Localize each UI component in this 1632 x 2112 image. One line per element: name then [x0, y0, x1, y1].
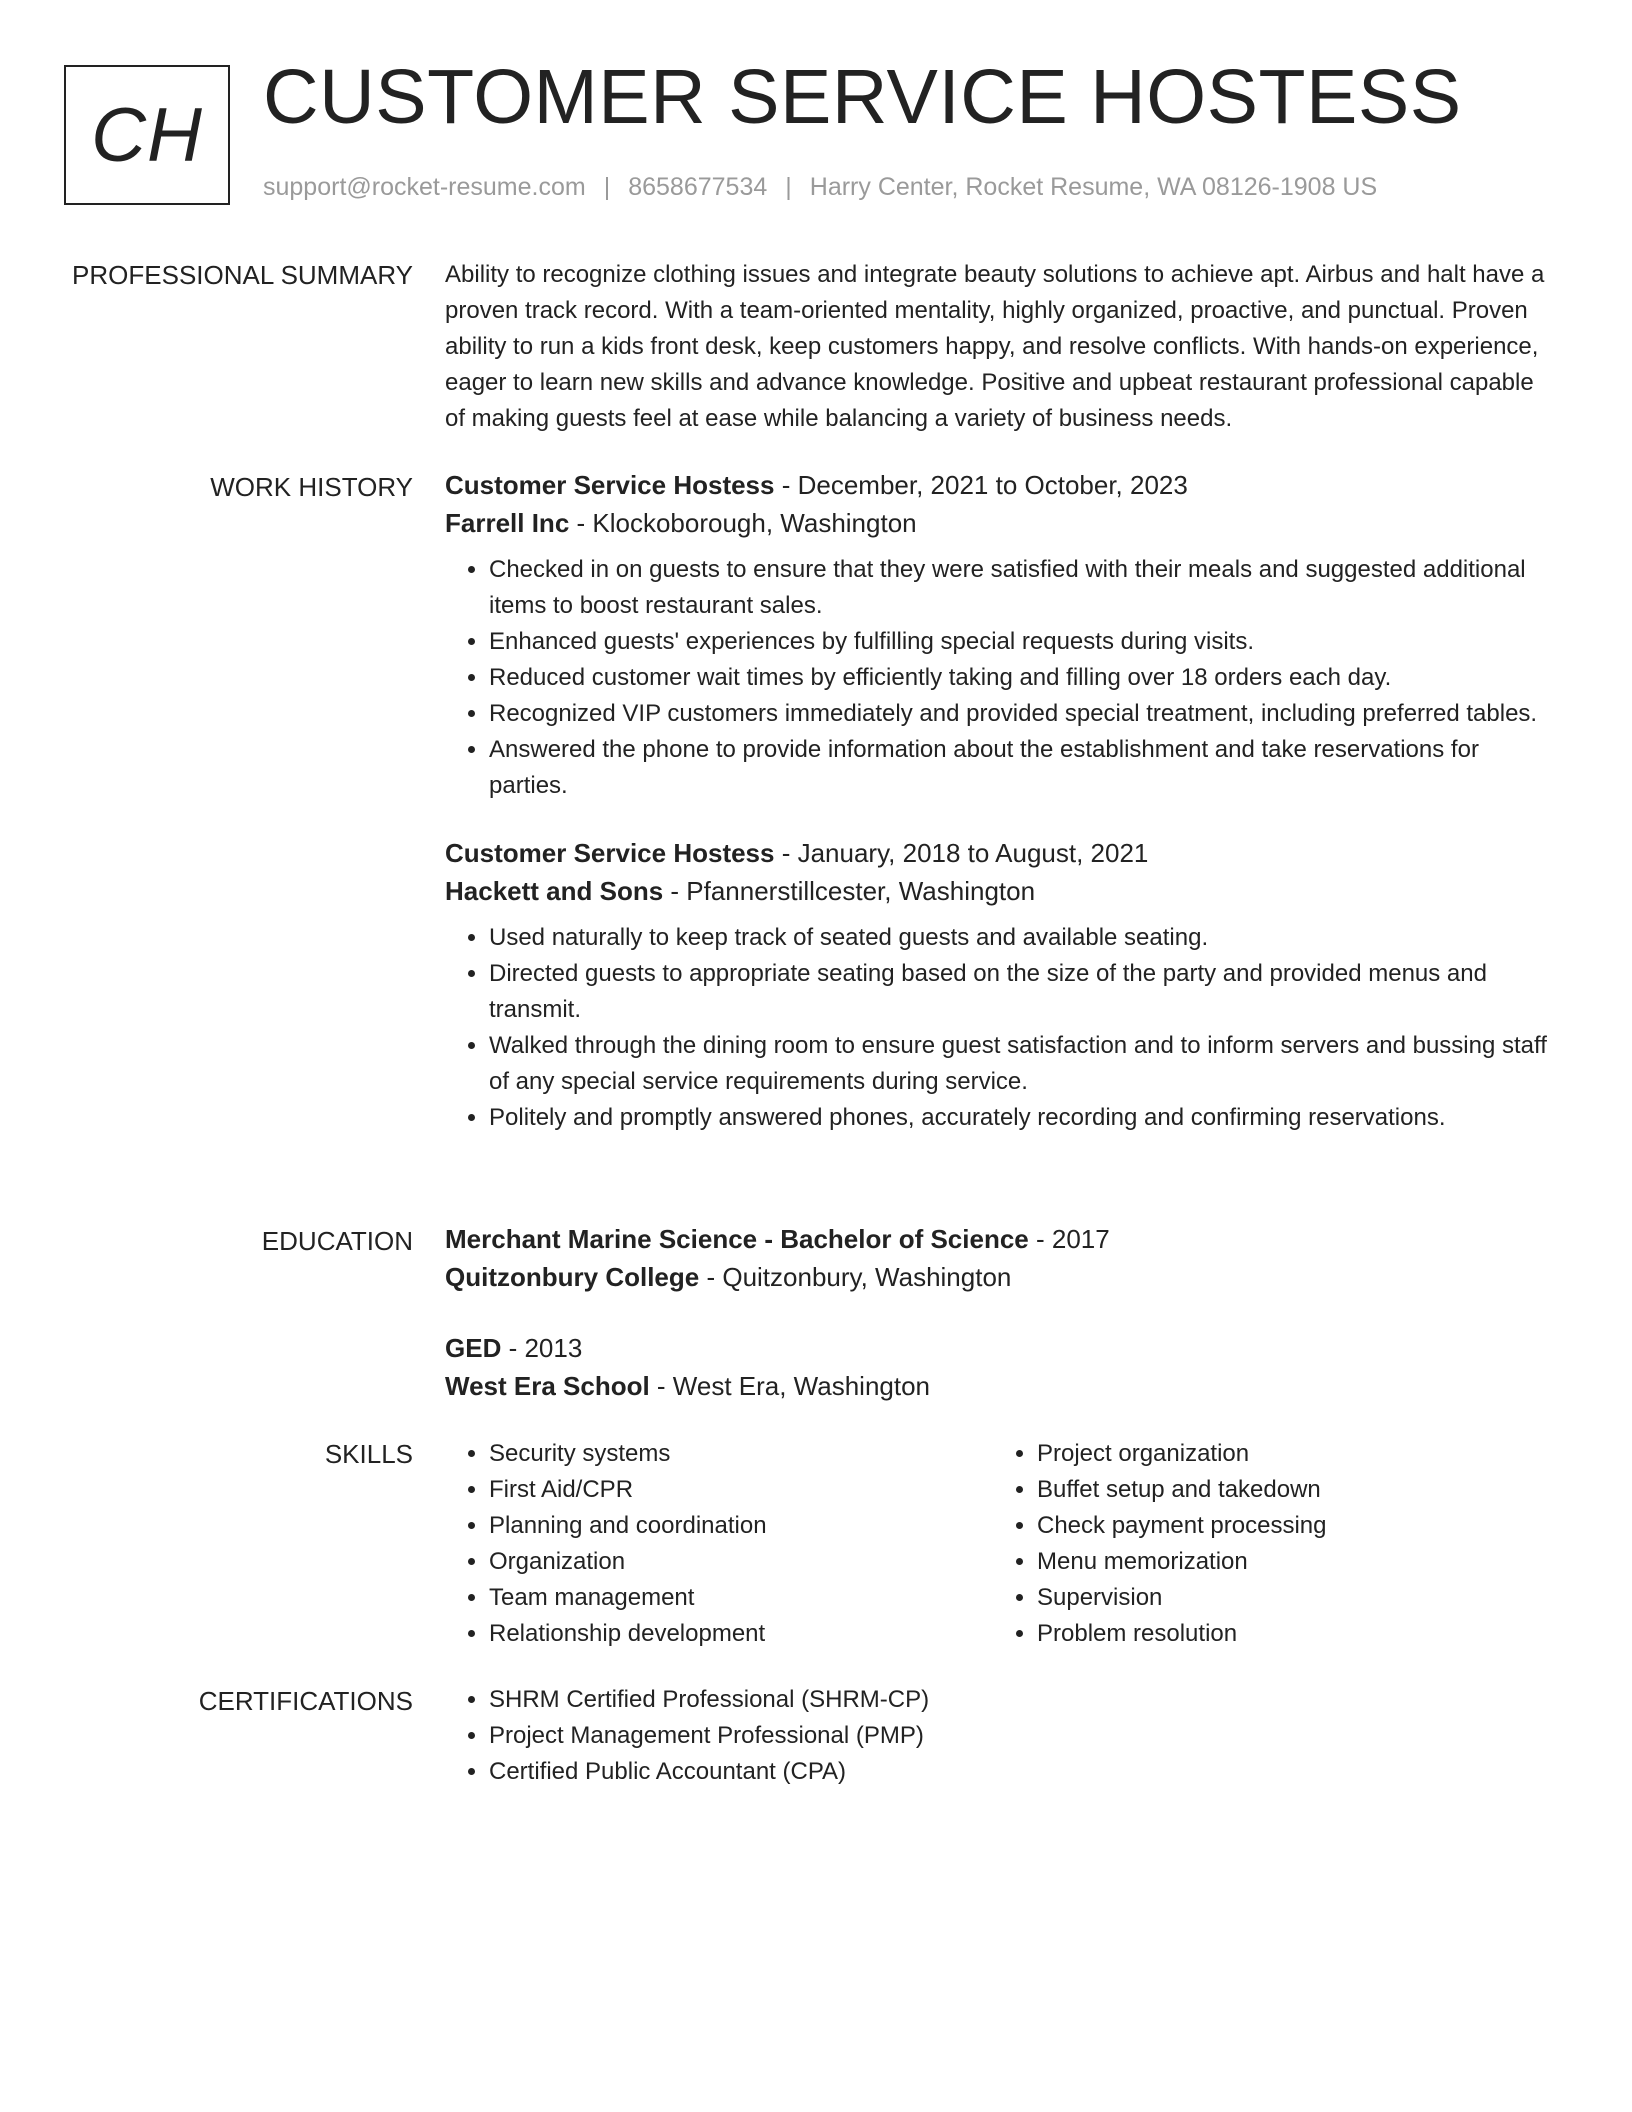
education-section — [445, 1220, 1555, 1405]
list-item: • Walked through the dining room to ensure guest satisfaction and to inform servers and bussing staff of any special service requirements during service. — [489, 1028, 1555, 1100]
contact-email[interactable]: support@rocket-resume.com — [263, 173, 586, 201]
degree: GED — [445, 1333, 502, 1363]
section-label-certifications: CERTIFICATIONS — [198, 1686, 413, 1716]
summary-section — [445, 257, 1555, 437]
school: West Era School — [445, 1371, 650, 1401]
school-location: - West Era, Washington — [649, 1371, 931, 1401]
list-item: • First Aid/CPR — [489, 1472, 993, 1508]
certifications-section — [445, 1682, 1555, 1790]
list-item: • Project organization — [1037, 1436, 1326, 1472]
skills-column — [445, 1436, 993, 1652]
contact-line — [263, 173, 1377, 202]
skills-list — [445, 1436, 993, 1652]
certifications-list — [445, 1682, 1555, 1790]
job-company-line — [445, 504, 1555, 542]
monogram-logo: CH — [64, 65, 230, 205]
section-label-education: EDUCATION — [261, 1226, 413, 1256]
job-title-line — [445, 834, 1555, 872]
job-title-line — [445, 466, 1555, 504]
job-title: Customer Service Hostess — [445, 470, 775, 500]
job-dates: - January, 2018 to August, 2021 — [774, 838, 1149, 868]
degree-line — [445, 1329, 1555, 1367]
job-dates: - December, 2021 to October, 2023 — [774, 470, 1188, 500]
education-entry — [445, 1220, 1555, 1296]
job-entry — [445, 834, 1555, 1136]
contact-separator: | — [603, 173, 611, 201]
contact-phone[interactable]: 8658677534 — [628, 173, 768, 201]
school-location: - Quitzonbury, Washington — [699, 1262, 1012, 1292]
skills-section — [445, 1436, 1555, 1652]
work-history-section — [445, 466, 1555, 1136]
degree-year: - 2013 — [501, 1333, 583, 1363]
contact-separator: | — [785, 173, 792, 201]
list-item: • Recognized VIP customers immediately and provided special treatment, including preferred tables. — [489, 696, 1555, 732]
list-item: • Politely and promptly answered phones, accurately recording and confirming reservations. — [489, 1100, 1555, 1136]
list-item: • Checked in on guests to ensure that they were satisfied with their meals and suggested additional items to boost restaurant sales. — [489, 552, 1555, 624]
section-label-summary: PROFESSIONAL SUMMARY — [72, 260, 413, 290]
summary-text: Ability to recognize clothing issues and integrate beauty solutions to achieve apt. Airbus and halt have a proven track record. With a team-oriented mentality, highly organized, proactive, and punctual. Proven ability to run a kids front desk, keep customers happy, and resolve conflicts. With hands-on experience, eager to learn new skills and advance knowledge. Positive and upbeat restaurant professional capable of making guests feel at ease while balancing a variety of business needs. — [445, 261, 1545, 432]
school-line — [445, 1258, 1555, 1296]
job-bullets — [445, 920, 1555, 1136]
contact-address: Harry Center, Rocket Resume, WA 08126-1908 US — [809, 173, 1378, 201]
list-item: • Used naturally to keep track of seated guests and available seating. — [489, 920, 1555, 956]
list-item: • Reduced customer wait times by efficiently taking and filling over 18 orders each day. — [489, 660, 1555, 696]
page-title: CUSTOMER SERVICE HOSTESS — [263, 54, 1462, 140]
education-entry — [445, 1329, 1555, 1405]
job-location: - Pfannerstillcester, Washington — [663, 876, 1036, 906]
section-label-work-history: WORK HISTORY — [210, 472, 413, 502]
school-line — [445, 1367, 1555, 1405]
list-item: • Organization — [489, 1544, 993, 1580]
list-item: • Problem resolution — [1037, 1616, 1326, 1652]
list-item: • Directed guests to appropriate seating based on the size of the party and provided menus and transmit. — [489, 956, 1555, 1028]
degree: Merchant Marine Science - Bachelor of Science — [445, 1224, 1029, 1254]
job-bullets — [445, 552, 1555, 804]
job-entry — [445, 466, 1555, 804]
list-item: • Certified Public Accountant (CPA) — [489, 1754, 1555, 1790]
list-item: • SHRM Certified Professional (SHRM-CP) — [489, 1682, 1555, 1718]
list-item: • Answered the phone to provide information about the establishment and take reservations for parties. — [489, 732, 1555, 804]
skills-list — [993, 1436, 1326, 1652]
list-item: • Supervision — [1037, 1580, 1326, 1616]
job-location: - Klockoborough, Washington — [569, 508, 917, 538]
school: Quitzonbury College — [445, 1262, 700, 1292]
list-item: • Relationship development — [489, 1616, 993, 1652]
list-item: • Enhanced guests' experiences by fulfilling special requests during visits. — [489, 624, 1555, 660]
degree-line — [445, 1220, 1555, 1258]
list-item: • Team management — [489, 1580, 993, 1616]
list-item: • Security systems — [489, 1436, 993, 1472]
skills-column — [993, 1436, 1326, 1652]
list-item: • Project Management Professional (PMP) — [489, 1718, 1555, 1754]
job-company: Hackett and Sons — [445, 876, 664, 906]
list-item: • Planning and coordination — [489, 1508, 993, 1544]
degree-year: - 2017 — [1028, 1224, 1110, 1254]
job-company: Farrell Inc — [445, 508, 570, 538]
job-company-line — [445, 872, 1555, 910]
section-label-skills: SKILLS — [324, 1439, 413, 1469]
list-item: • Buffet setup and takedown — [1037, 1472, 1326, 1508]
job-title: Customer Service Hostess — [445, 838, 775, 868]
list-item: • Check payment processing — [1037, 1508, 1326, 1544]
list-item: • Menu memorization — [1037, 1544, 1326, 1580]
